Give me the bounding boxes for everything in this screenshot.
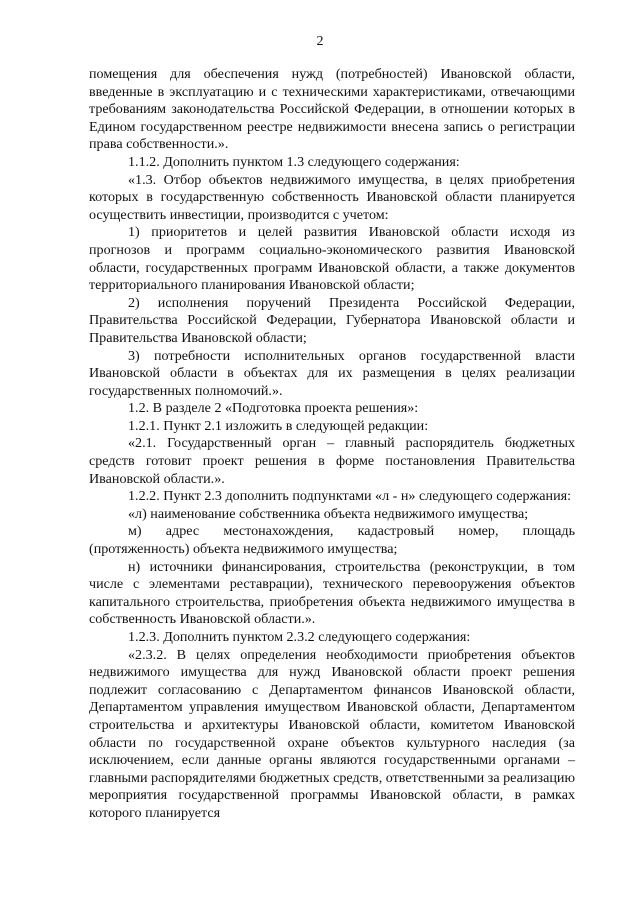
paragraph-continuation: помещения для обеспечения нужд (потребностей) Ивановской области, введенные в эксплуатацию и с техническими характеристиками, отвечающими требованиям законодательства Российской Федерации, в отношении которых в Едином государственном реестре недвижимости внесена запись о регистрации права собственности.». — [89, 66, 575, 153]
paragraph-2-3-2: «2.3.2. В целях определения необходимости приобретения объектов недвижимого имущества для нужд Ивановской области проект решения подлежит согласованию с Департаментом финансов Ивановской области, Департаментом управления имуществом Ивановской области, Департаментом строительства и архитектуры Ивановской области, комитетом Ивановской области по государственной охране объектов культурного наследия (за исключением, если данные органы являются государственными органами – главными распорядителями бюджетных средств, ответственными за реализацию мероприятия государственной программы Ивановской области, в рамках которого планируется — [89, 646, 575, 821]
page-number: 2 — [316, 34, 324, 49]
document-body — [89, 66, 575, 823]
paragraph-2-1: «2.1. Государственный орган – главный распорядитель бюджетных средств готовит проект решения в форме постановления Правительства Ивановской области.». — [89, 435, 575, 487]
paragraph-1-1-2: 1.1.2. Дополнить пунктом 1.3 следующего содержания: — [128, 153, 460, 170]
paragraph-item-3: 3) потребности исполнительных органов государственной власти Ивановской области в объектах для их размещения в целях реализации государственных полномочий.». — [89, 347, 575, 399]
paragraph-item-1: 1) приоритетов и целей развития Ивановской области исходя из прогнозов и программ социально-экономического развития Ивановской области, государственных программ Ивановской области, а также документов территориального планирования Ивановской области; — [89, 224, 575, 294]
paragraph-1-2-2: 1.2.2. Пункт 2.3 дополнить подпунктами «л - н» следующего содержания: — [128, 488, 572, 505]
paragraph-item-n: н) источники финансирования, строительства (реконструкции, в том числе с элементами реставрации), технического перевооружения объектов капитального строительства, приобретения объекта недвижимого имущества в собственность Ивановской области.». — [89, 558, 575, 628]
paragraph-item-m: м) адрес местонахождения, кадастровый номер, площадь (протяженность) объекта недвижимого имущества; — [89, 523, 575, 558]
paragraph-1-3: «1.3. Отбор объектов недвижимого имущества, в целях приобретения которых в государственную собственность Ивановской области планируется осуществить инвестиции, производится с учетом: — [89, 171, 575, 223]
paragraph-1-2-3: 1.2.3. Дополнить пунктом 2.3.2 следующего содержания: — [128, 629, 471, 645]
paragraph-item-2: 2) исполнения поручений Президента Российской Федерации, Правительства Российской Федерации, Губернатора Ивановской области и Правительства Ивановской области; — [89, 294, 575, 346]
paragraph-1-2: 1.2. В разделе 2 «Подготовка проекта решения»: — [128, 400, 419, 417]
paragraph-1-2-1: 1.2.1. Пункт 2.1 изложить в следующей редакции: — [128, 417, 429, 434]
paragraph-item-l: «л) наименование собственника объекта недвижимого имущества; — [128, 505, 529, 522]
